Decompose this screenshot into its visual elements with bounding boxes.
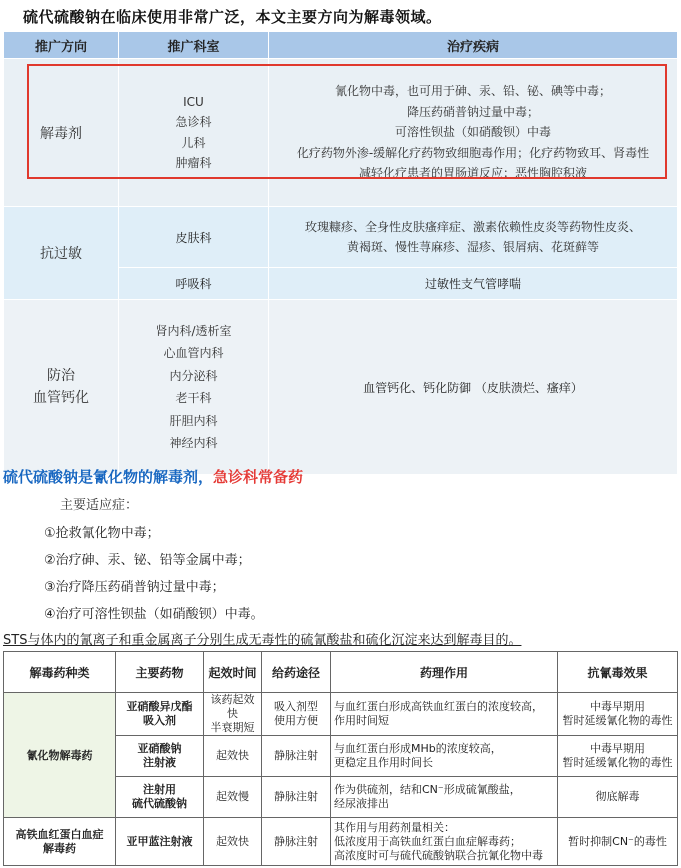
table-header-row: [4, 32, 678, 59]
department-item: 内分泌科: [169, 368, 218, 383]
route-cell: 静脉注射: [262, 777, 331, 818]
header-direction: 推广方向: [4, 32, 119, 59]
onset-cell: 起效快: [204, 736, 262, 777]
onset-cell: 起效快: [204, 818, 262, 866]
disease-item: 减轻化疗患者的胃肠道反应；恶性胸腔积液: [358, 166, 587, 181]
header-effect: 抗氰毒效果: [558, 652, 678, 693]
action-cell: 其作用与用药剂量相关： 低浓度用于高铁血红蛋白血症解毒药； 高浓度时可与硫代硫酸钠联合抗氰化物中毒: [331, 818, 558, 866]
route-cell: 静脉注射: [262, 818, 331, 866]
section-heading: [3, 466, 303, 487]
table-row: [4, 300, 678, 475]
heading-part-blue: 硫代硫酸钠是氰化物的解毒剂，: [3, 468, 214, 486]
onset-cell: 起效慢: [204, 777, 262, 818]
disease-cell: [269, 207, 678, 268]
direction-cell: 抗过敏: [4, 207, 119, 300]
department-cell: 皮肤科: [119, 207, 269, 268]
disease-item: 可溶性钡盐（如硝酸钡）中毒: [394, 125, 551, 140]
effect-cell: 中毒早期用 暂时延缓氰化物的毒性: [558, 736, 678, 777]
direction-line: 防治: [47, 367, 75, 384]
drug-cell: 亚硝酸异戊酯 吸入剂: [116, 693, 204, 736]
route-cell: 吸入剂型 使用方便: [262, 693, 331, 736]
action-cell: 与血红蛋白形成高铁血红蛋白的浓度较高， 作用时间短: [331, 693, 558, 736]
header-drug: 主要药物: [116, 652, 204, 693]
disease-item: 化疗药物外渗-缓解化疗药物致细胞毒作用；化疗药物致耳、肾毒性: [296, 145, 650, 160]
indication-item: ③治疗降压药硝普钠过量中毒；: [44, 580, 225, 595]
header-route: 给药途径: [262, 652, 331, 693]
effect-cell: 彻底解毒: [558, 777, 678, 818]
department-item: 肿瘤科: [175, 156, 212, 170]
disease-item: 降压药硝普钠过量中毒；: [406, 104, 539, 119]
drug-cell: 亚硝酸钠 注射液: [116, 736, 204, 777]
table-row: [4, 693, 678, 736]
department-cell: [119, 59, 269, 207]
department-item: 神经内科: [169, 436, 218, 450]
table-row: [4, 59, 678, 207]
heading-part-red: 急诊科常备药: [213, 468, 304, 486]
indication-item: ①抢救氰化物中毒；: [44, 526, 160, 541]
table-row: [4, 207, 678, 268]
category-cell: 高铁血红蛋白血症 解毒药: [4, 818, 116, 866]
antidote-table: [3, 651, 678, 866]
indication-item: ②治疗砷、汞、铋、铅等金属中毒；: [44, 553, 251, 568]
header-disease: 治疗疾病: [269, 32, 678, 59]
disease-cell: [269, 59, 678, 207]
disease-item: 玫瑰糠疹、全身性皮肤瘙痒症、激素依赖性皮炎等药物性皮炎、: [304, 219, 641, 234]
department-item: 急诊科: [175, 115, 212, 129]
drug-cell: 注射用 硫代硫酸钠: [116, 777, 204, 818]
disease-cell: 血管钙化、钙化防御 （皮肤溃烂、瘙痒）: [269, 300, 678, 475]
onset-cell: 该药起效快 半衰期短: [204, 693, 262, 736]
promotion-table: [3, 31, 678, 475]
header-department: 推广科室: [119, 32, 269, 59]
disease-item: 氰化物中毒，也可用于砷、汞、铅、铋、碘等中毒；: [334, 84, 611, 99]
direction-cell: 解毒剂: [4, 59, 119, 207]
header-category: 解毒药种类: [4, 652, 116, 693]
table-header-row: [4, 652, 678, 693]
direction-line: 血管钙化: [33, 390, 89, 406]
department-item: 心血管内科: [163, 346, 224, 360]
sts-note: STS与体内的氰离子和重金属离子分别生成无毒性的硫氰酸盐和硫化沉淀来达到解毒目的。: [3, 633, 522, 648]
drug-cell: 亚甲蓝注射液: [116, 818, 204, 866]
action-cell: 作为供硫剂，结和CN⁻形成硫氰酸盐， 经尿液排出: [331, 777, 558, 818]
route-cell: 静脉注射: [262, 736, 331, 777]
department-item: 肾内科/透析室: [155, 323, 232, 338]
header-action: 药理作用: [331, 652, 558, 693]
department-cell: 呼吸科: [119, 268, 269, 300]
department-item: 儿科: [181, 135, 206, 150]
department-item: ICU: [183, 94, 204, 109]
disease-item: 黄褐斑、慢性荨麻疹、湿疹、银屑病、花斑藓等: [346, 240, 599, 254]
department-cell: [119, 300, 269, 475]
disease-cell: 过敏性支气管哮喘: [269, 268, 678, 300]
header-onset: 起效时间: [204, 652, 262, 693]
action-cell: 与血红蛋白形成MHb的浓度较高， 更稳定且作用时间长: [331, 736, 558, 777]
effect-cell: 暂时抑制CN⁻的毒性: [558, 818, 678, 866]
indication-item: ④治疗可溶性钡盐（如硝酸钡）中毒。: [44, 607, 264, 622]
effect-cell: 中毒早期用 暂时延缓氰化物的毒性: [558, 693, 678, 736]
page-title: 硫代硫酸钠在临床使用非常广泛，本文主要方向为解毒领域。: [23, 8, 442, 26]
department-item: 老干科: [175, 391, 212, 405]
indications-intro: 主要适应症：: [60, 498, 139, 513]
table-row: [4, 818, 678, 866]
department-item: 肝胆内科: [169, 413, 218, 428]
category-cell: 氰化物解毒药: [4, 693, 116, 818]
direction-cell: [4, 300, 119, 475]
